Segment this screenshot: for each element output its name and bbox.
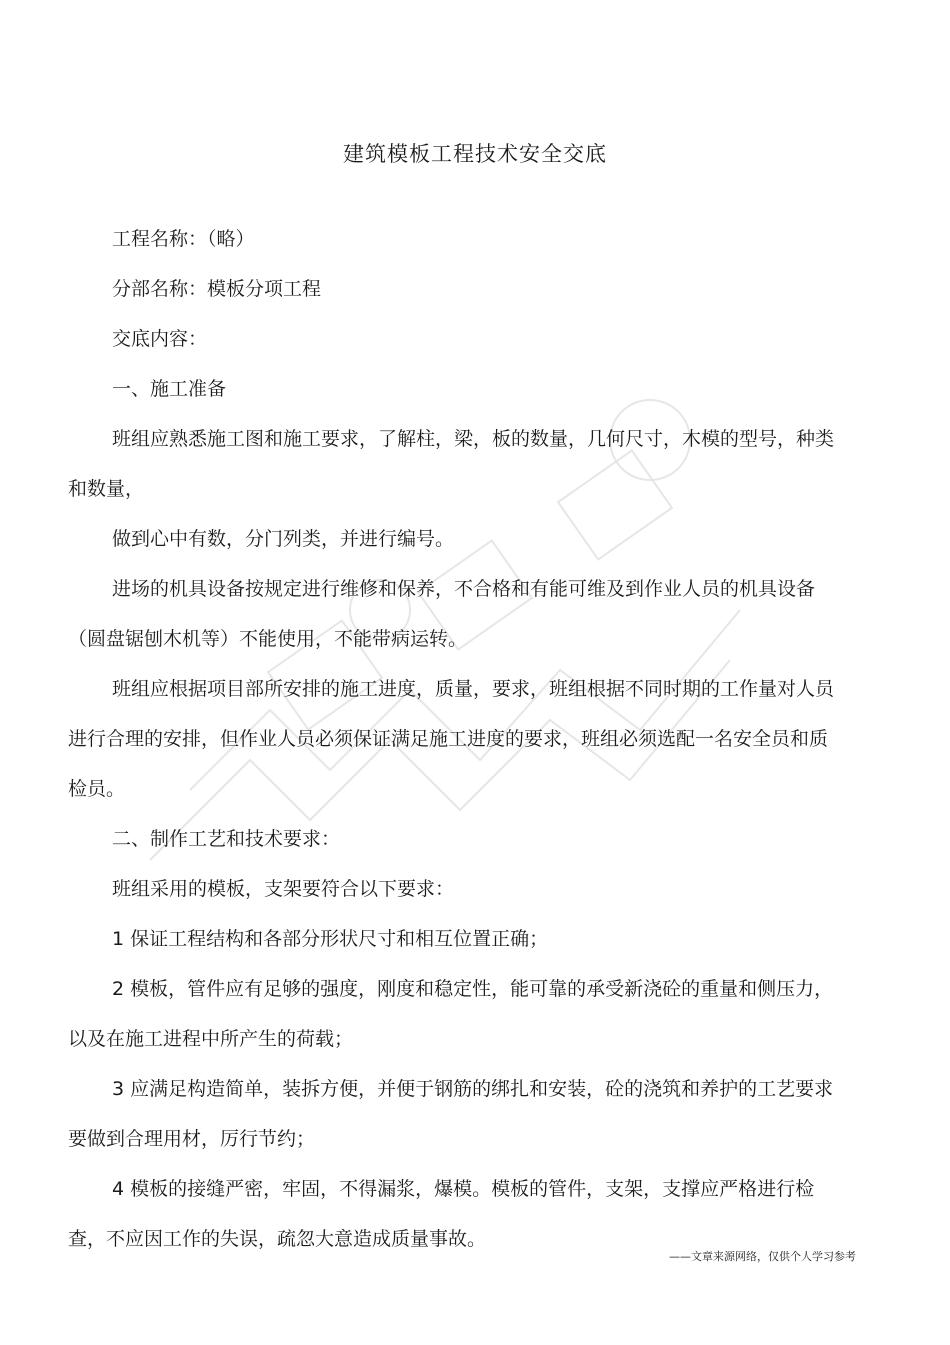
list-item: 2 模板，管件应有足够的强度，刚度和稳定性，能可靠的承受新浇砼的重量和侧压力，以及在施工进程中所产生的荷载； [68,978,834,1050]
source-note: ——文章来源网络，仅供个人学习参考 [669,1250,856,1263]
document-title: 建筑模板工程技术安全交底 [343,142,607,166]
list-item: 1 保证工程结构和各部分形状尺寸和相互位置正确； [112,928,549,950]
paragraph: 班组应熟悉施工图和施工要求，了解柱，梁，板的数量，几何尺寸，木模的型号，种类和数量， [68,428,835,500]
paragraph: 做到心中有数，分门列类，并进行编号。 [112,528,455,550]
paragraph: 班组采用的模板，支架要符合以下要求： [112,878,455,900]
paragraph: 班组应根据项目部所安排的施工进度，质量，要求，班组根据不同时期的工作量对人员进行合理的安排，但作业人员必须保证满足施工进度的要求，班组必须选配一名安全员和质检员。 [68,678,835,800]
list-item: 4 模板的接缝严密，牢固，不得漏浆，爆模。模板的管件，支架，支撑应严格进行检查，不应因工作的失误，疏忽大意造成质量事故。 [68,1178,815,1250]
list-item: 3 应满足构造简单，装拆方便，并便于钢筋的绑扎和安装，砼的浇筑和养护的工艺要求要做到合理用材，厉行节约； [68,1078,834,1150]
document-body [68,214,838,1264]
paragraph: 工程名称：（略） [112,228,255,250]
paragraph: 交底内容： [112,328,208,350]
section-heading: 二、制作工艺和技术要求： [112,828,341,850]
paragraph: 进场的机具设备按规定进行维修和保养，不合格和有能可维及到作业人员的机具设备（圆盘锯刨木机等）不能使用，不能带病运转。 [68,578,816,650]
paragraph: 分部名称：模板分项工程 [112,278,322,300]
section-heading: 一、施工准备 [112,378,227,400]
